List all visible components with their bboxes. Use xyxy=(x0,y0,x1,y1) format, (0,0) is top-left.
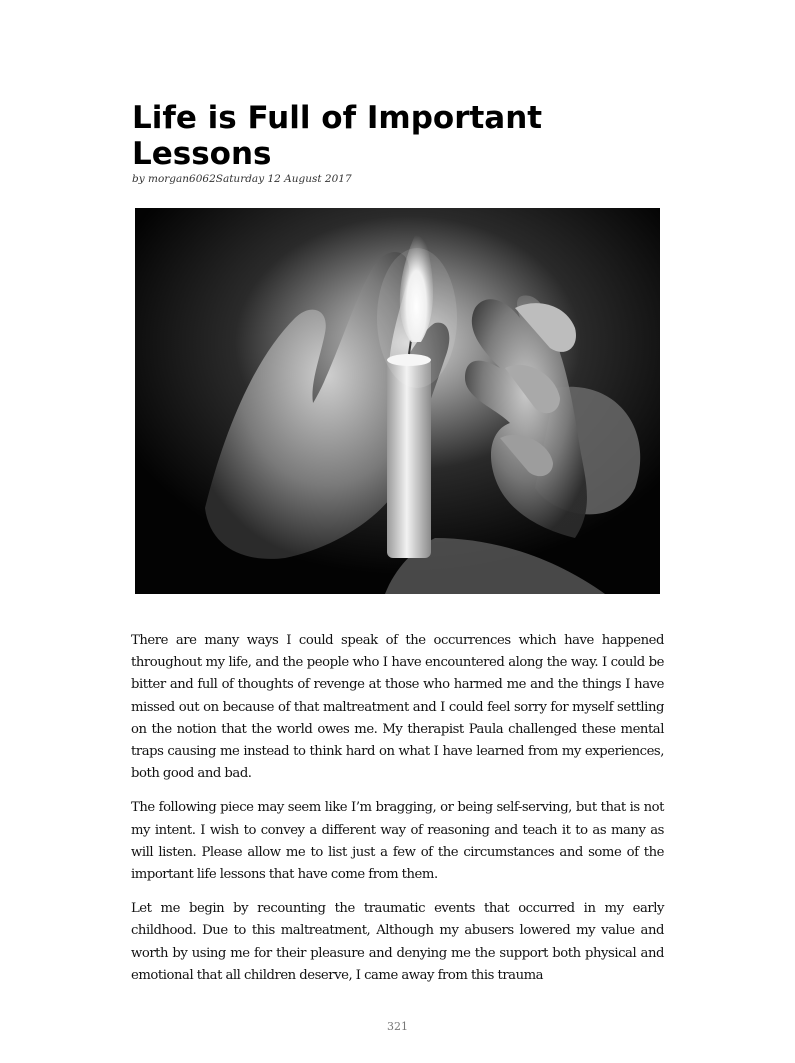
candle xyxy=(387,358,431,558)
article-body xyxy=(131,630,664,999)
candle-photo xyxy=(135,208,660,594)
article-byline: by morgan6062Saturday 12 August 2017 xyxy=(132,173,352,185)
article-paragraph: The following piece may seem like I’m bragging, or being self-serving, but that is not my intent. I wish to convey a different way of reasoning and teach it to as many as will listen. Please allow me to list just a few of the circumstances and some of the important life lessons that have come from them. xyxy=(131,800,664,883)
article-paragraph: There are many ways I could speak of the occurrences which have happened throughout my life, and the people who I have encountered along the way. I could be bitter and full of thoughts of revenge at those who harmed me and the things I have missed out on because of that maltreatment and I could feel sorry for myself settling on the notion that the world owes me. My therapist Paula challenged these mental traps causing me instead to think hard on what I have learned from my experiences, both good and bad. xyxy=(131,633,664,782)
candle-hands-illustration xyxy=(135,208,660,594)
article-paragraph: Let me begin by recounting the traumatic events that occurred in my early childhood. Due to this maltreatment, Although my abusers lowered my value and worth by using me for their pleasure and denying me the support both physical and emotional that all children deserve, I came away from this trauma xyxy=(131,901,664,983)
article-title: Life is Full of Important Lessons xyxy=(132,100,543,172)
page-number: 321 xyxy=(387,1020,408,1033)
